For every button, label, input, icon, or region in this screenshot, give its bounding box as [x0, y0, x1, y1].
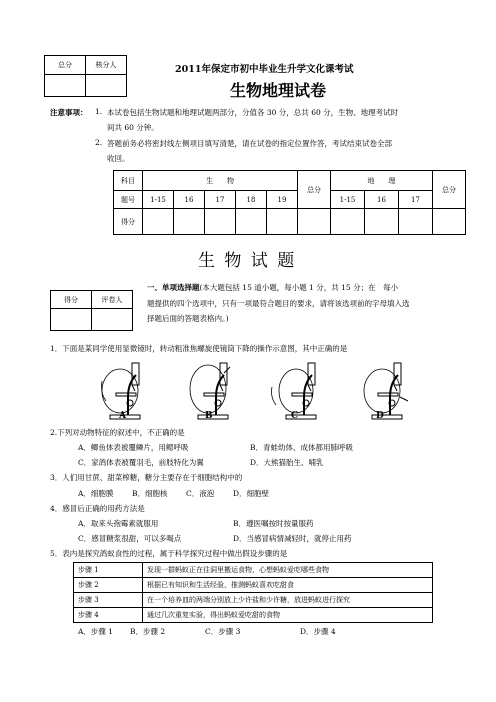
checker-header: 核分人 — [86, 56, 127, 75]
step-text: 在一个培养皿的两端分别放上少许盐和少许糖，放进蚂蚁进行探究 — [143, 593, 433, 608]
notes-item2-num: 2. — [95, 138, 103, 147]
table-row — [74, 608, 433, 623]
q3-option-a[interactable]: A．细胞膜 — [78, 489, 114, 498]
score-label: 得分 — [114, 209, 143, 235]
exam-title: 2011年保定市初中毕业生升学文化课考试 — [175, 64, 354, 75]
bio-item: 1-15 — [143, 191, 174, 209]
bio-item: 16 — [174, 191, 205, 209]
section-score-cell[interactable] — [51, 309, 92, 331]
q2-option-d[interactable]: D．大熊猫胎生、哺乳 — [250, 458, 324, 467]
q3-option-b[interactable]: B．细胞核 — [132, 489, 168, 498]
geography-total-header: 总分 — [433, 171, 466, 209]
geo-item: 1-15 — [331, 191, 365, 209]
section1-desc1: (本大题包括 15 道小题，每小题 1 分，共 15 分；在 每小 — [199, 283, 399, 292]
biology-section-title: 生 物 试 题 — [198, 251, 297, 271]
q5-option-a[interactable]: A．步骤 1 — [78, 627, 114, 636]
section1-line3: 择题后面的答题表格内。) — [147, 314, 229, 323]
figure-label-d: D — [376, 411, 384, 421]
step-text: 通过几次重复实验，得出蚂蚁爱吃甜的食物 — [143, 608, 433, 623]
inquiry-steps-table — [73, 562, 433, 623]
score-box-top — [44, 55, 127, 97]
figure-label-b: B — [205, 411, 213, 421]
subject-title: 生物地理试卷 — [230, 81, 327, 100]
q5-option-c[interactable]: C．步骤 3 — [205, 627, 241, 636]
notes-label: 注意事项： — [50, 108, 88, 117]
score-cell[interactable] — [236, 209, 267, 235]
q4-option-c[interactable]: C．感冒糖浆很甜，可以多喝点 — [78, 534, 182, 543]
score-box-section — [50, 290, 133, 331]
grader-header: 评卷人 — [92, 291, 133, 309]
section-grader-cell[interactable] — [92, 309, 133, 331]
bio-item: 18 — [236, 191, 267, 209]
step-text: 发现一群蚂蚁正在往洞里搬运食物，心想蚂蚁爱吃哪些食物 — [143, 563, 433, 578]
microscope-d — [364, 363, 408, 419]
q2-option-b[interactable]: B．青蛙幼体、成体都用肺呼吸 — [250, 443, 354, 452]
step-label: 步骤 4 — [74, 608, 143, 623]
score-cell[interactable] — [174, 209, 205, 235]
q3-option-d[interactable]: D．细胞壁 — [233, 489, 270, 498]
subject-label: 科目 — [114, 171, 143, 191]
geo-item: 16 — [365, 191, 399, 209]
q4-option-a[interactable]: A．取来头孢霉素就服用 — [78, 519, 159, 528]
section1-line1 — [147, 282, 398, 293]
bio-item: 17 — [205, 191, 236, 209]
score-table — [113, 170, 466, 235]
figure-label-c: C — [291, 411, 299, 421]
table-row — [74, 563, 433, 578]
notes-item1-line2: 间共 60 分钟。 — [107, 123, 159, 132]
q2-option-c[interactable]: C．家鸽体表被覆羽毛，前肢特化为翼 — [78, 458, 204, 467]
q2-option-a[interactable]: A．鲫鱼体表被覆鳞片，用鳃呼吸 — [78, 443, 189, 452]
notes-item2-line1: 答题前务必将密封线左侧项目填写清楚，请在试卷的指定位置作答，考试结束试卷全部 — [107, 139, 392, 148]
notes-item1-line1: 本试卷包括生物试题和地理试题两部分，分值各 30 分，总共 60 分，生物、地理考试时 — [107, 108, 399, 117]
question-2: 2.下列对动物特征的叙述中，不正确的是 — [50, 428, 185, 437]
section1-line2: 题提供的四个选项中，只有一项最符合题目的要求，请将该选项前的字母填入选 — [147, 299, 410, 308]
geo-item: 17 — [399, 191, 433, 209]
q4-option-b[interactable]: B．遵医嘱按时按量服药 — [233, 519, 314, 528]
score-cell[interactable] — [433, 209, 466, 235]
biology-header: 生 物 — [143, 171, 298, 191]
total-score-cell[interactable] — [45, 75, 86, 97]
q5-option-d[interactable]: D．步骤 4 — [300, 627, 336, 636]
q3-option-c[interactable]: C．液泡 — [186, 489, 215, 498]
section1-heading: 一、单项选择题 — [147, 283, 200, 292]
score-cell[interactable] — [143, 209, 174, 235]
score-cell[interactable] — [267, 209, 298, 235]
step-label: 步骤 2 — [74, 578, 143, 593]
item-label: 题号 — [114, 191, 143, 209]
notes-item2-line2: 收回。 — [107, 154, 130, 163]
step-label: 步骤 1 — [74, 563, 143, 578]
question-5: 5．表内是探究鸽蚁食性的过程，属于科学探究过程中做出假设步骤的是 — [50, 549, 288, 558]
score-cell[interactable] — [365, 209, 399, 235]
score-cell[interactable] — [331, 209, 365, 235]
biology-total-header: 总分 — [298, 171, 331, 209]
question-4: 4．感冒后正确的用药方法是 — [50, 504, 145, 513]
notes-item1-num: 1. — [95, 107, 103, 116]
bio-item: 19 — [267, 191, 298, 209]
figure-label-a: A — [119, 411, 126, 421]
step-label: 步骤 3 — [74, 593, 143, 608]
question-3: 3．人们用甘蔗、甜菜榨糖，糖分主要存在于细胞结构中的 — [50, 473, 243, 482]
table-row — [74, 593, 433, 608]
total-score-header: 总分 — [45, 56, 86, 75]
q5-option-b[interactable]: B．步骤 2 — [130, 627, 166, 636]
step-text: 根据已有知识和生活经验，推测蚂蚁喜欢吃甜食 — [143, 578, 433, 593]
score-cell[interactable] — [205, 209, 236, 235]
score-cell[interactable] — [298, 209, 331, 235]
checker-cell[interactable] — [86, 75, 127, 97]
score-header: 得分 — [51, 291, 92, 309]
q4-option-d[interactable]: D．当感冒病情减轻时，就停止用药 — [233, 534, 352, 543]
table-row — [74, 578, 433, 593]
geography-header: 地 理 — [331, 171, 433, 191]
question-1: 1．下面是某同学使用显微镜时，转动粗准焦螺旋使镜筒下降的操作示意图，其中正确的是 — [50, 344, 348, 353]
score-cell[interactable] — [399, 209, 433, 235]
